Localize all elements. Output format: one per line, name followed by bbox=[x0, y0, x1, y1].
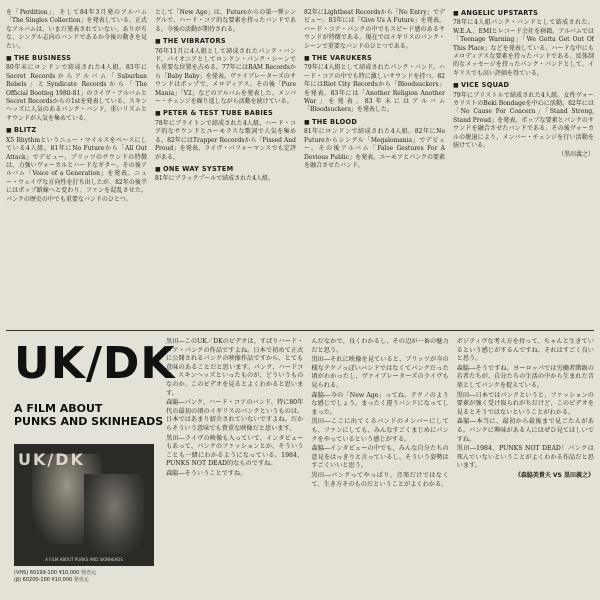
paragraph: を「Perdition」、そして84年3月発のアルバム「The Singles Collection」を発表している。正式なアルバムは、いまだ発表されていない。ありがちな、シングル志向のバンドであるか今後の動きを見たい。 bbox=[6, 9, 147, 50]
section bbox=[304, 9, 445, 51]
paragraph: んだなかで、良くわかるし、その辺が一番の魅力だと思う。 bbox=[311, 338, 449, 354]
article-title: UK/DK bbox=[14, 338, 176, 389]
cover-title: UK/DK bbox=[18, 450, 85, 469]
interview-column-1 bbox=[166, 338, 303, 596]
paragraph: 森脇―パンク、ハード・コアのバンド、特に80年代の最初の頃のイギリスのパンクというものは、日本ではあまり紹介されていないですよね。だからそういう意味でも貴重な映像だと思います。 bbox=[166, 399, 304, 432]
section bbox=[304, 118, 445, 170]
paragraph: 森脇―そういうことですね。 bbox=[166, 469, 247, 477]
section bbox=[304, 54, 445, 115]
section bbox=[6, 54, 147, 123]
paragraph: 黒田―1984、PUNKS NOT DEAD！パンクは死んでいないということがよくわかる作品だと思います。 bbox=[456, 445, 594, 470]
section bbox=[155, 9, 296, 34]
top-column-1 bbox=[6, 6, 147, 326]
section bbox=[6, 126, 147, 204]
paragraph: 81年にブラックプールで結成された4人組。 bbox=[155, 175, 275, 183]
section-heading: ■ ONE WAY SYSTEM bbox=[155, 165, 296, 174]
interview-body bbox=[166, 338, 594, 596]
paragraph: 79年に4人組として結成されたパンク・バンド。ハード・コアの中でも特に激しいサウンドを持つ。82年にはRiot City Recordsから「Bloodsuckers」を発表。83年には「Another Religion Another War」を発表。83年末にはアルバム「Bloodsuckers」を発表した。 bbox=[304, 64, 445, 114]
section-heading: ■ THE BLOOD bbox=[304, 118, 445, 127]
top-column-2 bbox=[155, 6, 296, 326]
section bbox=[453, 81, 594, 150]
release-info bbox=[14, 570, 154, 584]
section bbox=[6, 9, 147, 51]
release-line: (β) 60200-100 ¥10,000 発売元 bbox=[14, 577, 89, 583]
subtitle-line: A FILM ABOUT bbox=[14, 402, 103, 415]
paragraph: 76年11月に4人組として結成されたパンク・バンド。パイオニアとしてロンドン・パンク・シーンでも重要な位置を占める。77年にはRAM Recordsから「Baby Baby」を発表。ヴァイブレーターズのサウンドはポップで、メロディアス。その後「Pure Mania」「V2」などのアルバムを発表した。メンバー・チェンジを繰り返しながら活動を続けている。 bbox=[155, 47, 296, 106]
release-line: (VHS) 60199-100 ¥10,000 発売元 bbox=[14, 570, 96, 576]
paragraph: 81年にロンドンで結成された4人組。82年にNo Futureからシングル「Megalomania」でデビュー。その後アルバム「False Gestures For A Devious Public」を発表。ユーモアとパンクの要素を融合させたバンド。 bbox=[304, 128, 445, 169]
top-column-4 bbox=[453, 6, 594, 326]
subtitle-line: PUNKS AND SKINHEADS bbox=[14, 415, 164, 428]
paragraph: ポジティヴな考え方を持って、ちゃんと生きているという感じがするんですね。それはすごく良いと思う。 bbox=[456, 338, 594, 363]
bottom-article bbox=[0, 334, 600, 600]
cover-caption: A FILM ABOUT PUNKS AND SKINHEADS bbox=[45, 557, 123, 562]
paragraph: 森脇―そうですね。ヨーロッパでは労働者階級の若者たちが、自分たちの生活の中から生まれた音楽としてパンクを捉えている。 bbox=[456, 364, 594, 389]
section-heading: ■ THE VIBRATORS bbox=[155, 37, 296, 46]
paragraph: 森脇―今の「New Age」ってね、テクノのような感じでしょう。まったく違うバンドになってしまった。 bbox=[311, 391, 449, 416]
paragraph: 黒田―ライヴの映像も入っていて、インタビューもあって、パンクのファッションとか、そういうことも一緒にわかるようになっている。1984、PUNKS NOT DEAD的なものですね。 bbox=[166, 434, 304, 468]
paragraph: として「New Age」は、Futureからの第一弾シングルで、ハード・コア的な要素を持ったバンドである。今後の活動が期待される。 bbox=[155, 9, 296, 33]
paragraph: 黒田―パンクってやっぱり、音楽だけではなくて、生き方そのものだということがよくわかる。 bbox=[311, 471, 449, 488]
paragraph: 82年にLightbeat Recordsから「No Entry」でデビュー。83年には「Give Us A Future」を発表。ハード・コア・パンクの中でもスピード感のあるサウンドが特徴である。現在ではイギリスのパンク・シーンで重要なバンドのひとつである。 bbox=[304, 9, 445, 50]
section-divider bbox=[6, 330, 594, 331]
interview-signature: 《森脇美貴夫 VS 黒田義之》 bbox=[514, 471, 594, 479]
paragraph: 黒田―ここに出てくるバンドのメンバーにしても、ファンにしても、みんなすごくまじめにパンクをやっているという感じがする。 bbox=[311, 418, 449, 443]
article-subtitle bbox=[14, 402, 164, 428]
interview-column-2 bbox=[311, 338, 448, 596]
top-article bbox=[6, 6, 594, 326]
paragraph: 黒田―このUK／DKのビデオは、すばりハード・コア・パンクの作品ですよね。日本で初めて正式に公開されるパンクの映像作品ですから、とても意味のあることだと思います。パンク、ハードコア、スキンヘッズといったものが、どういうものなのか、このビデオを見るとよくわかると思います。 bbox=[166, 338, 304, 397]
paragraph: 森脇―インタビューの中でも、みんな自分たちの意見をはっきりと言っているし、そういう姿勢はすごくいいと思う。 bbox=[311, 445, 449, 470]
paragraph: 黒田―日本ではパンクというと、ファッションの要素が強く受け取られがちだけど、このビデオを見るとそうではないということがわかる。 bbox=[456, 391, 594, 416]
top-column-3 bbox=[304, 6, 445, 326]
paragraph: 黒田―それに映像を見ていると、ブリッツが今の様なテクノっぽいバンドではなくてパンクだった頃がわかったし、ヴァイブレーターズのライヴも見られる。 bbox=[311, 356, 449, 389]
section-heading: ■ BLITZ bbox=[6, 126, 147, 135]
section-heading: ■ VICE SQUAD bbox=[453, 81, 594, 90]
section-heading: ■ THE VARUKERS bbox=[304, 54, 445, 63]
section-heading: ■ THE BUSINESS bbox=[6, 54, 147, 63]
paragraph: 森脇―本当に、最初から最後まで見ごたえがある。パンクに興味がある人にはぜひ見てほしいですね。 bbox=[456, 418, 594, 443]
section-heading: ■ PETER & TEST TUBE BABIES bbox=[155, 109, 296, 118]
video-cover-image bbox=[14, 444, 154, 566]
section bbox=[155, 165, 296, 184]
section bbox=[155, 109, 296, 161]
paragraph: 78年にブライトンで結成された4人組。ハード・コア的なサウンドとユーモラスな歌詞で人気を集める。82年にはTrapper Recordsから「Pissed And Proud」を発表。ライヴ・パフォーマンスでも定評がある。 bbox=[155, 119, 296, 161]
section bbox=[155, 37, 296, 106]
interview-column-3 bbox=[457, 338, 594, 596]
section bbox=[453, 9, 594, 78]
paragraph: 80年末にロンドンで結成された4人組。83年にSecret Recordsからアルバム「Suburban Rebels」とSyndicate Recordsから「The Official Bootleg 1980-81」のライヴ・アルバムとSecret Recordsからの1stを発表している。スキンヘッズに人気のあるパンク・バンド。重いリズムとサウンドが人気を集めている。 bbox=[6, 64, 147, 122]
photo-shade bbox=[84, 474, 144, 554]
section-heading: ■ ANGELIC UPSTARTS bbox=[453, 9, 594, 18]
paragraph: 79年にブリストルで結成された4人組。女性ヴォーカリストのBeki Bondageを中心に活動。82年には「No Cause For Concern」「Stand Strong, Stand Proud」を発表。ポップな要素とパンクのサウンドを融合させたバンドである。その後ヴォーカルの脱退により、メンバー・チェンジを行い活動を続けている。 bbox=[453, 91, 594, 150]
paragraph: X5 Rhythmというニュー・マイルスをベースにしている4人組。81年にNo Futureから「All Out Attack」でデビュー。ブリッツのサウンドの特徴は、力強いヴォーカルとハードなギター。その後アルバム「Voice of a Generation」を発表。ニュー・ウェイヴな方向性を打ち出したが、82年の後半にはポップ路線へと変わり、ファンを混乱させた。パンクの歴史の中でも重要なバンドのひとつ。 bbox=[6, 136, 147, 203]
author-credit: （黒田義之） bbox=[557, 150, 594, 158]
paragraph: 78年に4人組パンク・バンドとして結成された。W.E.A.、EMIとレコード会社を移籍。アルバムでは「Teenage Warning」「We Gotta Get Out Of This Place」などを発表している。ハードな中にもメロディアスな要素を持ったバンドである。反体制的なメッセージを持ったパンク・バンドとして、イギリスでも高い評価を得ている。 bbox=[453, 19, 594, 77]
